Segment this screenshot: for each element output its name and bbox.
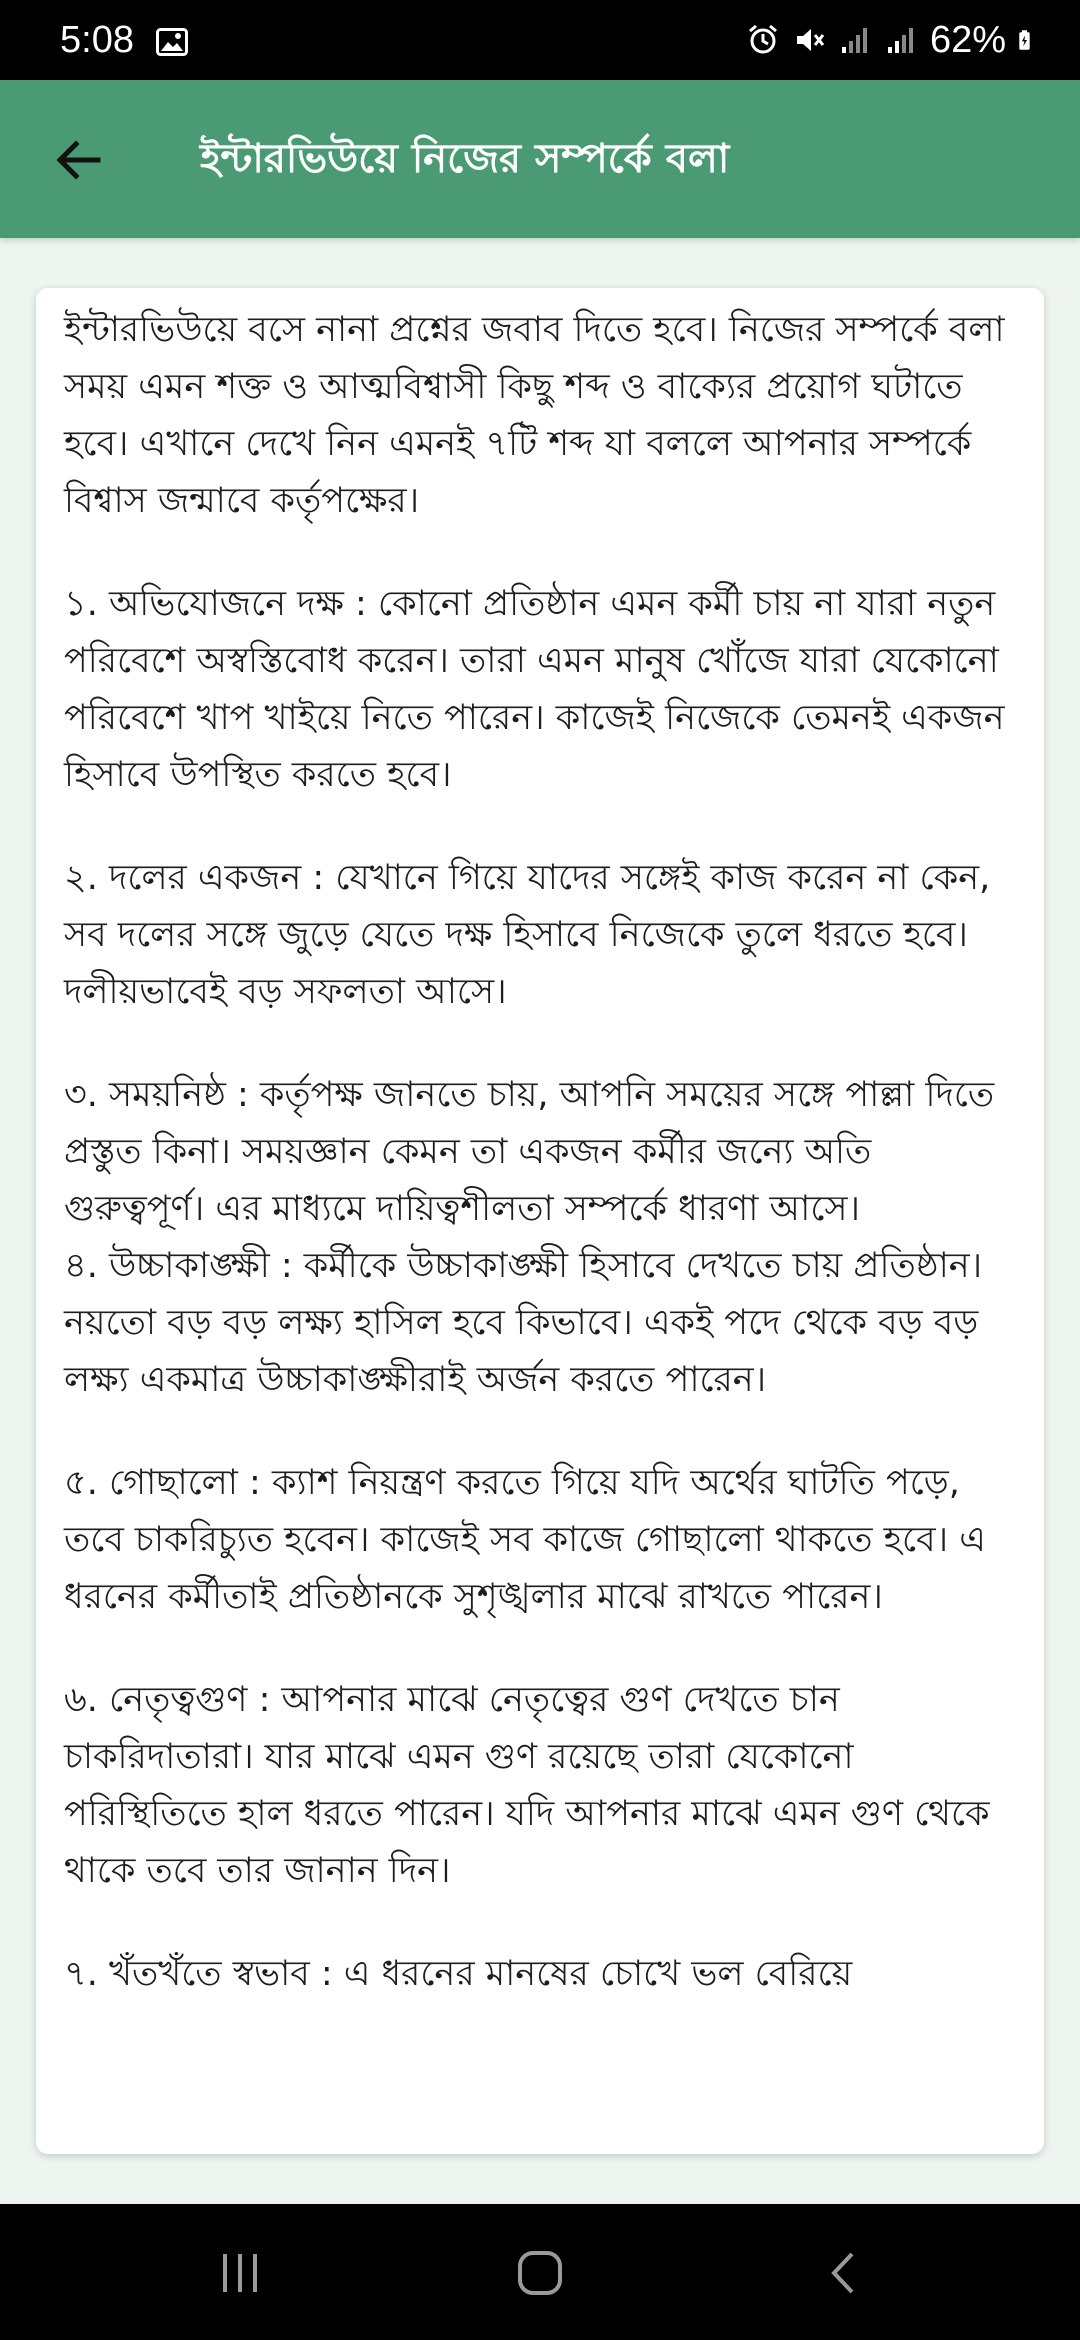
app-bar [0, 80, 1080, 238]
gallery-icon [156, 28, 188, 56]
recent-apps-icon [215, 2248, 265, 2298]
status-bar [0, 0, 1080, 80]
article-paragraph-7: ৭. খঁতখঁতে স্বভাব : এ ধরনের মানষের চোখে ভল বেরিয়ে [64, 1954, 853, 1994]
article-paragraph-6: ৬. নেতৃত্বগুণ : আপনার মাঝে নেতৃত্বের গুণ দেখতে চান চাকরিদাতারা। যার মাঝে এমন গুণ রয়েছে তারা যেকোনো পরিস্থিতিতে হাল ধরতে পারেন। যদি আপনার মাঝে এমন গুণ থেকে থাকে তবে তার জানান দিন। [64, 1680, 990, 1891]
page-title: ইন্টারভিউয়ে নিজের সম্পর্কে বলা [200, 136, 730, 182]
article-paragraph-intro: ইন্টারভিউয়ে বসে নানা প্রশ্নের জবাব দিতে হবে। নিজের সম্পর্কে বলা সময় এমন শক্ত ও আত্মবিশ্বাসী কিছু শব্দ ও বাক্যের প্রয়োগ ঘটাতে হবে। এখানে দেখে নিন এমনই ৭টি শব্দ যা বললে আপনার সম্পর্কে বিশ্বাস জন্মাবে কর্তৃপক্ষের। [64, 310, 1005, 521]
signal-icon [884, 23, 918, 57]
recent-apps-button[interactable] [205, 2238, 275, 2308]
article-paragraph-3: ৩. সময়নিষ্ঠ : কর্তৃপক্ষ জানতে চায়, আপনি সময়ের সঙ্গে পাল্লা দিতে প্রস্তুত কিনা। সময়জ্ঞান কেমন তা একজন কর্মীর জন্যে অতি গুরুত্বপূর্ণ। এর মাধ্যমে দায়িত্বশীলতা সম্পর্কে ধারণা আসে। [64, 1075, 995, 1229]
article-paragraph-1: ১. অভিযোজনে দক্ষ : কোনো প্রতিষ্ঠান এমন কর্মী চায় না যারা নতুন পরিবেশে অস্বস্তিবোধ করেন। তারা এমন মানুষ খোঁজে যারা যেকোনো পরিবেশে খাপ খাইয়ে নিতে পারেন। কাজেই নিজেকে তেমনই একজন হিসাবে উপস্থিত করতে হবে। [64, 584, 1005, 795]
home-icon [515, 2248, 565, 2298]
article-card[interactable] [36, 288, 1044, 2154]
article-body [36, 288, 1044, 2003]
status-icons [746, 18, 1040, 62]
status-time: 5:08 [60, 19, 134, 61]
navigation-bar [0, 2204, 1080, 2340]
battery-icon [1018, 23, 1040, 57]
signal-icon [838, 23, 872, 57]
mute-icon [792, 23, 826, 57]
nav-back-button[interactable] [810, 2238, 880, 2308]
back-button[interactable] [40, 122, 116, 198]
article-paragraph-4: ৪. উচ্চাকাঙ্ক্ষী : কর্মীকে উচ্চাকাঙ্ক্ষী হিসাবে দেখতে চায় প্রতিষ্ঠান। নয়তো বড় বড় লক্ষ্য হাসিল হবে কিভাবে। একই পদে থেকে বড় বড় লক্ষ্য একমাত্র উচ্চাকাঙ্ক্ষীরাই অর্জন করতে পারেন। [64, 1246, 983, 1400]
article-paragraph-2: ২. দলের একজন : যেখানে গিয়ে যাদের সঙ্গেই কাজ করেন না কেন, সব দলের সঙ্গে জুড়ে যেতে দক্ষ হিসাবে নিজেকে তুলে ধরতে হবে। দলীয়ভাবেই বড় সফলতা আসে। [64, 858, 991, 1012]
alarm-icon [746, 23, 780, 57]
arrow-left-icon [52, 134, 104, 186]
battery-percentage: 62% [929, 19, 1006, 61]
back-icon [820, 2248, 870, 2298]
article-paragraph-5: ৫. গোছালো : ক্যাশ নিয়ন্ত্রণ করতে গিয়ে যদি অর্থের ঘাটতি পড়ে, তবে চাকরিচ্যুত হবেন। কাজেই সব কাজে গোছালো থাকতে হবে। এ ধরনের কর্মীতাই প্রতিষ্ঠানকে সুশৃঙ্খলার মাঝে রাখতে পারেন। [64, 1463, 986, 1617]
home-button[interactable] [505, 2238, 575, 2308]
